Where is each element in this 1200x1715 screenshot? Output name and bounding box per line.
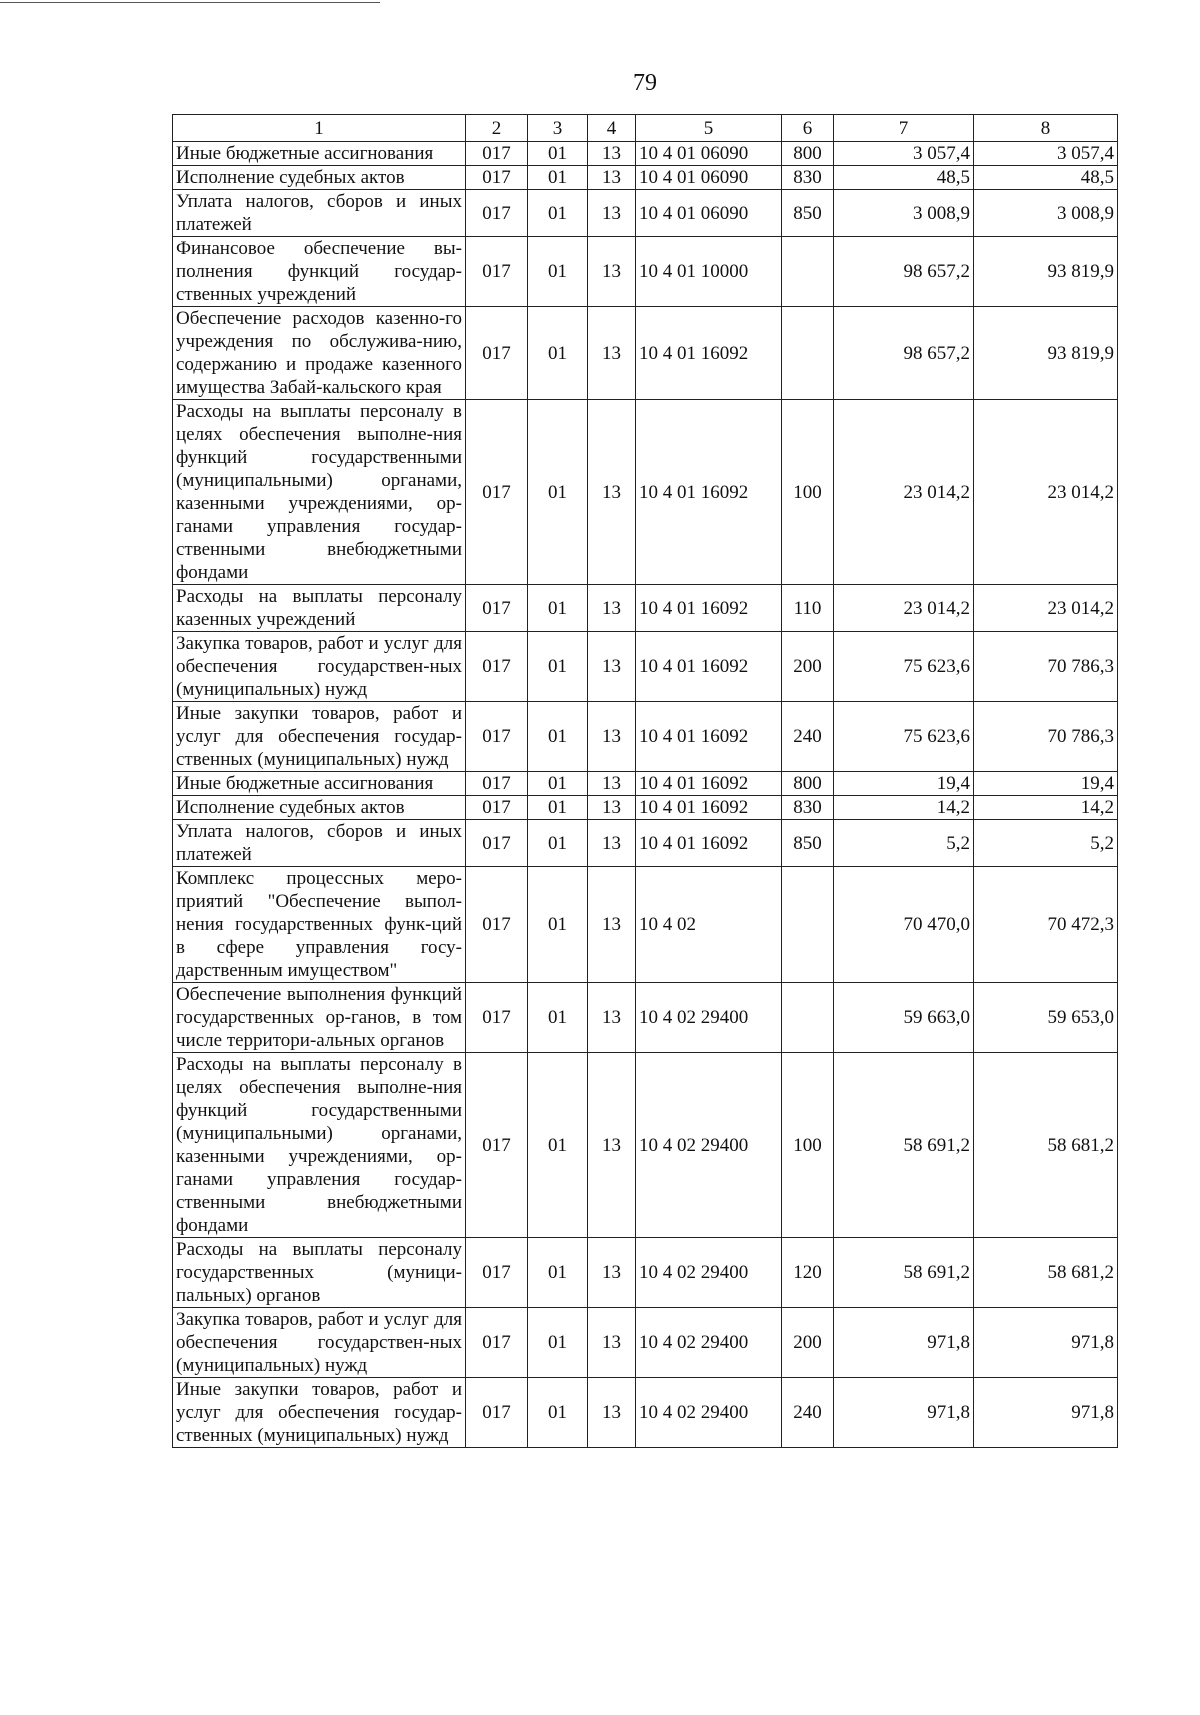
row-amount-col8-cell: 48,5 [974, 166, 1118, 190]
row-admin-code-cell: 017 [466, 585, 528, 632]
row-expense-type-cell: 200 [782, 632, 834, 702]
header-col-2: 2 [466, 115, 528, 142]
header-col-3: 3 [528, 115, 588, 142]
row-admin-code-cell: 017 [466, 1238, 528, 1308]
table-row [173, 1053, 1118, 1238]
row-target-article-cell: 10 4 02 29400 [636, 1238, 782, 1308]
row-expense-type-cell [782, 237, 834, 307]
row-subsection-cell: 13 [588, 820, 636, 867]
row-amount-col8-cell: 93 819,9 [974, 307, 1118, 400]
row-name-cell: Исполнение судебных актов [173, 796, 466, 820]
row-amount-col8-cell: 70 786,3 [974, 702, 1118, 772]
table-row [173, 1308, 1118, 1378]
table-row [173, 190, 1118, 237]
row-target-article-cell: 10 4 01 10000 [636, 237, 782, 307]
row-name-cell: Расходы на выплаты персоналу в целях обеспечения выполне-ния функций государственными (муниципальными) органами, казенными учреждениями, ор-ганами управления государ-ственными внебюджетными фондами [173, 1053, 466, 1238]
row-section-cell: 01 [528, 772, 588, 796]
row-name-cell: Иные бюджетные ассигнования [173, 142, 466, 166]
row-target-article-cell: 10 4 01 16092 [636, 585, 782, 632]
row-subsection-cell: 13 [588, 237, 636, 307]
row-amount-col8-cell: 14,2 [974, 796, 1118, 820]
row-amount-col7-cell: 75 623,6 [834, 702, 974, 772]
row-admin-code-cell: 017 [466, 772, 528, 796]
row-expense-type-cell [782, 307, 834, 400]
row-section-cell: 01 [528, 166, 588, 190]
row-admin-code-cell: 017 [466, 1378, 528, 1448]
row-amount-col8-cell: 59 653,0 [974, 983, 1118, 1053]
page-number: 79 [633, 70, 657, 96]
table-row [173, 307, 1118, 400]
row-amount-col7-cell: 5,2 [834, 820, 974, 867]
row-admin-code-cell: 017 [466, 632, 528, 702]
row-amount-col8-cell: 93 819,9 [974, 237, 1118, 307]
row-target-article-cell: 10 4 02 29400 [636, 983, 782, 1053]
row-section-cell: 01 [528, 820, 588, 867]
header-col-8: 8 [974, 115, 1118, 142]
row-admin-code-cell: 017 [466, 1308, 528, 1378]
scan-edge-line [0, 2, 380, 3]
row-expense-type-cell: 850 [782, 820, 834, 867]
table-row [173, 585, 1118, 632]
row-amount-col7-cell: 971,8 [834, 1308, 974, 1378]
row-amount-col7-cell: 59 663,0 [834, 983, 974, 1053]
row-amount-col8-cell: 70 472,3 [974, 867, 1118, 983]
row-name-cell: Расходы на выплаты персоналу государственных (муници-пальных) органов [173, 1238, 466, 1308]
header-col-1: 1 [173, 115, 466, 142]
row-target-article-cell: 10 4 02 29400 [636, 1053, 782, 1238]
header-col-4: 4 [588, 115, 636, 142]
row-admin-code-cell: 017 [466, 983, 528, 1053]
row-admin-code-cell: 017 [466, 142, 528, 166]
row-section-cell: 01 [528, 1308, 588, 1378]
row-subsection-cell: 13 [588, 585, 636, 632]
row-section-cell: 01 [528, 983, 588, 1053]
row-subsection-cell: 13 [588, 190, 636, 237]
row-amount-col7-cell: 58 691,2 [834, 1238, 974, 1308]
row-name-cell: Исполнение судебных актов [173, 166, 466, 190]
row-section-cell: 01 [528, 1053, 588, 1238]
row-subsection-cell: 13 [588, 1308, 636, 1378]
row-admin-code-cell: 017 [466, 190, 528, 237]
row-amount-col7-cell: 3 008,9 [834, 190, 974, 237]
row-section-cell: 01 [528, 1378, 588, 1448]
table-row [173, 702, 1118, 772]
row-target-article-cell: 10 4 01 06090 [636, 142, 782, 166]
row-amount-col7-cell: 70 470,0 [834, 867, 974, 983]
table-row [173, 237, 1118, 307]
row-expense-type-cell: 830 [782, 166, 834, 190]
table-row [173, 983, 1118, 1053]
row-subsection-cell: 13 [588, 867, 636, 983]
row-section-cell: 01 [528, 1238, 588, 1308]
budget-table [172, 114, 1118, 1448]
row-expense-type-cell [782, 983, 834, 1053]
row-amount-col8-cell: 5,2 [974, 820, 1118, 867]
row-target-article-cell: 10 4 02 [636, 867, 782, 983]
row-name-cell: Иные бюджетные ассигнования [173, 772, 466, 796]
row-expense-type-cell: 240 [782, 1378, 834, 1448]
row-amount-col8-cell: 3 008,9 [974, 190, 1118, 237]
row-name-cell: Обеспечение выполнения функций государственных ор-ганов, в том числе территори-альных органов [173, 983, 466, 1053]
row-target-article-cell: 10 4 01 16092 [636, 772, 782, 796]
row-subsection-cell: 13 [588, 400, 636, 585]
row-admin-code-cell: 017 [466, 400, 528, 585]
row-subsection-cell: 13 [588, 702, 636, 772]
row-amount-col7-cell: 48,5 [834, 166, 974, 190]
row-amount-col7-cell: 3 057,4 [834, 142, 974, 166]
row-amount-col8-cell: 3 057,4 [974, 142, 1118, 166]
row-admin-code-cell: 017 [466, 702, 528, 772]
row-amount-col8-cell: 70 786,3 [974, 632, 1118, 702]
row-expense-type-cell: 240 [782, 702, 834, 772]
row-subsection-cell: 13 [588, 1238, 636, 1308]
table-row [173, 1378, 1118, 1448]
row-expense-type-cell: 110 [782, 585, 834, 632]
row-target-article-cell: 10 4 01 06090 [636, 190, 782, 237]
row-target-article-cell: 10 4 01 16092 [636, 307, 782, 400]
table-row [173, 820, 1118, 867]
row-subsection-cell: 13 [588, 1378, 636, 1448]
row-subsection-cell: 13 [588, 983, 636, 1053]
row-subsection-cell: 13 [588, 166, 636, 190]
row-target-article-cell: 10 4 01 06090 [636, 166, 782, 190]
row-name-cell: Расходы на выплаты персоналу казенных учреждений [173, 585, 466, 632]
row-section-cell: 01 [528, 796, 588, 820]
row-expense-type-cell: 120 [782, 1238, 834, 1308]
header-col-5: 5 [636, 115, 782, 142]
row-amount-col7-cell: 23 014,2 [834, 400, 974, 585]
row-amount-col7-cell: 98 657,2 [834, 237, 974, 307]
row-admin-code-cell: 017 [466, 237, 528, 307]
row-section-cell: 01 [528, 190, 588, 237]
row-target-article-cell: 10 4 01 16092 [636, 796, 782, 820]
header-col-7: 7 [834, 115, 974, 142]
row-target-article-cell: 10 4 01 16092 [636, 702, 782, 772]
row-name-cell: Обеспечение расходов казенно-го учреждения по обслужива-нию, содержанию и продаже казенного имущества Забай-кальского края [173, 307, 466, 400]
row-name-cell: Финансовое обеспечение вы-полнения функций государ-ственных учреждений [173, 237, 466, 307]
row-expense-type-cell: 850 [782, 190, 834, 237]
table-row [173, 796, 1118, 820]
row-subsection-cell: 13 [588, 1053, 636, 1238]
row-amount-col7-cell: 14,2 [834, 796, 974, 820]
table-row [173, 166, 1118, 190]
row-amount-col8-cell: 23 014,2 [974, 400, 1118, 585]
row-name-cell: Иные закупки товаров, работ и услуг для обеспечения государ-ственных (муниципальных) нужд [173, 702, 466, 772]
row-admin-code-cell: 017 [466, 166, 528, 190]
row-admin-code-cell: 017 [466, 820, 528, 867]
row-section-cell: 01 [528, 237, 588, 307]
row-section-cell: 01 [528, 702, 588, 772]
row-expense-type-cell: 800 [782, 142, 834, 166]
row-name-cell: Иные закупки товаров, работ и услуг для обеспечения государ-ственных (муниципальных) нужд [173, 1378, 466, 1448]
row-section-cell: 01 [528, 400, 588, 585]
row-admin-code-cell: 017 [466, 307, 528, 400]
row-subsection-cell: 13 [588, 796, 636, 820]
table-row [173, 867, 1118, 983]
row-amount-col8-cell: 971,8 [974, 1308, 1118, 1378]
row-amount-col7-cell: 75 623,6 [834, 632, 974, 702]
row-amount-col8-cell: 23 014,2 [974, 585, 1118, 632]
row-name-cell: Закупка товаров, работ и услуг для обеспечения государствен-ных (муниципальных) нужд [173, 1308, 466, 1378]
row-amount-col7-cell: 23 014,2 [834, 585, 974, 632]
row-section-cell: 01 [528, 142, 588, 166]
table-row [173, 632, 1118, 702]
table-row [173, 142, 1118, 166]
row-subsection-cell: 13 [588, 307, 636, 400]
row-expense-type-cell: 830 [782, 796, 834, 820]
row-expense-type-cell: 200 [782, 1308, 834, 1378]
row-section-cell: 01 [528, 585, 588, 632]
table-row [173, 400, 1118, 585]
row-name-cell: Уплата налогов, сборов и иных платежей [173, 190, 466, 237]
table-row [173, 772, 1118, 796]
row-name-cell: Расходы на выплаты персоналу в целях обеспечения выполне-ния функций государственными (муниципальными) органами, казенными учреждениями, ор-ганами управления государ-ственными внебюджетными фондами [173, 400, 466, 585]
row-amount-col7-cell: 58 691,2 [834, 1053, 974, 1238]
table-row [173, 1238, 1118, 1308]
row-amount-col8-cell: 58 681,2 [974, 1238, 1118, 1308]
row-admin-code-cell: 017 [466, 796, 528, 820]
row-subsection-cell: 13 [588, 772, 636, 796]
row-expense-type-cell [782, 867, 834, 983]
row-expense-type-cell: 800 [782, 772, 834, 796]
row-amount-col7-cell: 971,8 [834, 1378, 974, 1448]
header-col-6: 6 [782, 115, 834, 142]
row-section-cell: 01 [528, 867, 588, 983]
row-target-article-cell: 10 4 01 16092 [636, 400, 782, 585]
row-amount-col8-cell: 19,4 [974, 772, 1118, 796]
row-subsection-cell: 13 [588, 142, 636, 166]
row-target-article-cell: 10 4 01 16092 [636, 820, 782, 867]
row-name-cell: Комплекс процессных меро-приятий "Обеспечение выпол-нения государственных функ-ций в сфере управления госу-дарственным имуществом" [173, 867, 466, 983]
row-amount-col8-cell: 971,8 [974, 1378, 1118, 1448]
row-subsection-cell: 13 [588, 632, 636, 702]
row-expense-type-cell: 100 [782, 400, 834, 585]
row-amount-col8-cell: 58 681,2 [974, 1053, 1118, 1238]
row-target-article-cell: 10 4 01 16092 [636, 632, 782, 702]
row-section-cell: 01 [528, 307, 588, 400]
row-name-cell: Закупка товаров, работ и услуг для обеспечения государствен-ных (муниципальных) нужд [173, 632, 466, 702]
table-header-row [173, 115, 1118, 142]
row-target-article-cell: 10 4 02 29400 [636, 1308, 782, 1378]
row-admin-code-cell: 017 [466, 1053, 528, 1238]
row-section-cell: 01 [528, 632, 588, 702]
row-expense-type-cell: 100 [782, 1053, 834, 1238]
row-name-cell: Уплата налогов, сборов и иных платежей [173, 820, 466, 867]
row-amount-col7-cell: 19,4 [834, 772, 974, 796]
row-amount-col7-cell: 98 657,2 [834, 307, 974, 400]
row-admin-code-cell: 017 [466, 867, 528, 983]
row-target-article-cell: 10 4 02 29400 [636, 1378, 782, 1448]
